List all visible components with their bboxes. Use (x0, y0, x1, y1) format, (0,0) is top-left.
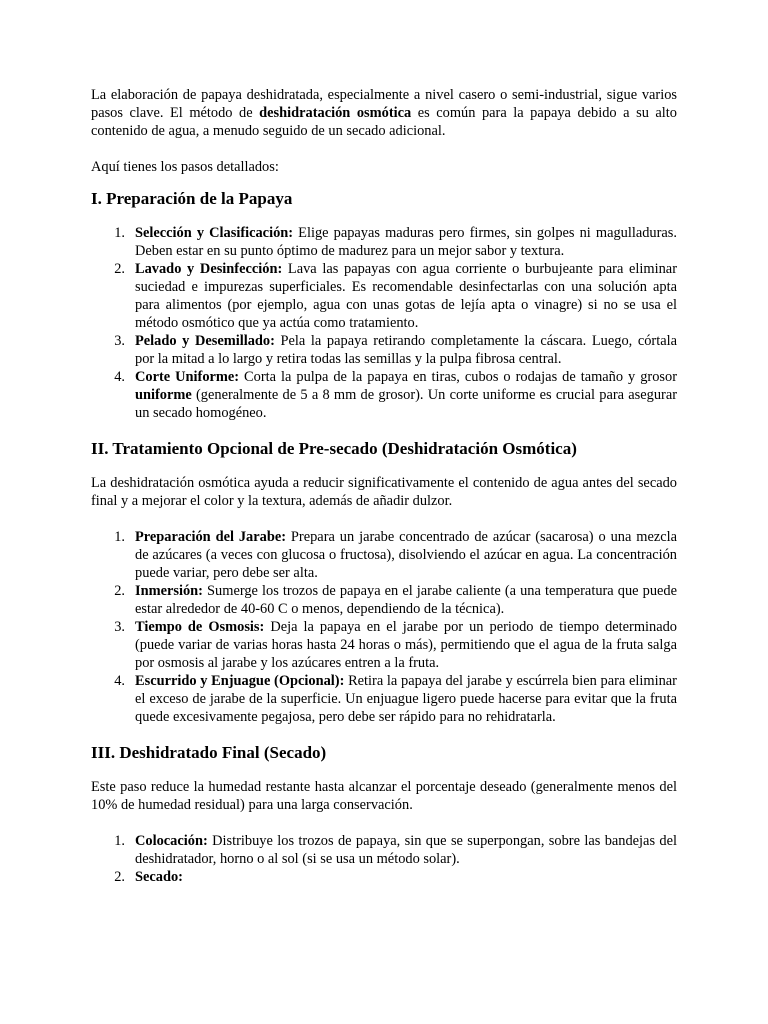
item-term: Selección y Clasificación: (135, 225, 294, 241)
item-term: Lavado y Desinfección: (135, 261, 283, 277)
item-term: Secado: (135, 869, 183, 885)
section-2-intro: La deshidratación osmótica ayuda a reducir significativamente el contenido de agua antes del secado final y a mejorar el color y la textura, además de añadir dulzor. (91, 475, 677, 509)
item-text: Pela la papaya retirando completamente la cáscara. Luego, córtala por la mitad a lo largo y retira todas las semillas y la pulpa fibrosa central. (135, 333, 677, 367)
item-text: Elige papayas maduras pero firmes, sin golpes ni magulladuras. Deben estar en su punto óptimo de madurez para un mejor sabor y textura. (135, 225, 678, 259)
item-term: Escurrido y Enjuague (Opcional): (135, 673, 345, 689)
item-number: 4. (114, 673, 125, 689)
item-number: 2. (114, 583, 125, 599)
item-text: Sumerge los trozos de papaya en el jarabe caliente (a una temperatura que puede estar alrededor de 40-60 C o menos, dependiendo de la técnica). (135, 583, 677, 617)
item-number: 3. (114, 619, 125, 635)
list-item (91, 672, 677, 726)
item-text: (generalmente de 5 a 8 mm de grosor). Un corte uniforme es crucial para asegurar un secado homogéneo. (135, 387, 677, 421)
item-text: Retira la papaya del jarabe y escúrrela bien para eliminar el exceso de jarabe de la superficie. Un enjuague ligero puede hacerse para evitar que la fruta quede excesivamente pegajosa, pero debe ser rápido para no rehidratarla. (135, 673, 677, 725)
item-number: 1. (114, 225, 125, 241)
item-number: 1. (114, 529, 125, 545)
section-2-heading: II. Tratamiento Opcional de Pre-secado (Deshidratación Osmótica) (91, 439, 577, 458)
section-3-list (91, 832, 677, 886)
intro-text-b: es común para la papaya debido a su alto contenido de agua, a menudo seguido de un secado adicional. (91, 105, 677, 139)
list-item (91, 528, 677, 582)
section-3-heading: III. Deshidratado Final (Secado) (91, 743, 327, 762)
list-item (91, 582, 677, 618)
intro-paragraph (91, 86, 677, 140)
item-text: Prepara un jarabe concentrado de azúcar (sacarosa) o una mezcla de azúcares (a veces con glucosa o fructosa), disolviendo el azúcar en agua. La concentración puede variar, pero debe ser alta. (135, 529, 677, 581)
list-item (91, 368, 677, 422)
section-2-list (91, 528, 677, 726)
section-1-list (91, 224, 677, 422)
item-text: Distribuye los trozos de papaya, sin que se superpongan, sobre las bandejas del deshidratador, horno o al sol (si se usa un método solar). (135, 833, 677, 867)
list-item (91, 332, 677, 368)
item-term: Colocación: (135, 833, 208, 849)
list-item (91, 832, 677, 868)
item-text: Lava las papayas con agua corriente o burbujeante para eliminar suciedad e impurezas superficiales. Es recomendable desinfectarlas con una solución apta para alimentos (por ejemplo, agua con unas gotas de lejía apta o vinagre) si no se usa el método osmótico que ya actúa como tratamiento. (135, 261, 677, 331)
item-text: Corta la pulpa de la papaya en tiras, cubos o rodajas de tamaño y grosor (239, 369, 677, 385)
item-term: Preparación del Jarabe: (135, 529, 287, 545)
item-text: Deja la papaya en el jarabe por un periodo de tiempo determinado (puede variar de varias horas hasta 24 horas o más), permitiendo que el agua de la fruta salga por osmosis al jarabe y los azúcares entren a la fruta. (135, 619, 677, 671)
intro-bold-term: deshidratación osmótica (259, 105, 412, 121)
list-item (91, 260, 677, 332)
item-number: 3. (114, 333, 125, 349)
item-term: Corte Uniforme: (135, 369, 240, 385)
item-number: 1. (114, 833, 125, 849)
item-number: 2. (114, 869, 125, 885)
item-term: Inmersión: (135, 583, 203, 599)
item-term: Pelado y Desemillado: (135, 333, 275, 349)
section-1-heading: I. Preparación de la Papaya (91, 189, 293, 208)
document-body (91, 86, 677, 886)
list-item (91, 868, 677, 886)
intro-lead-paragraph: Aquí tienes los pasos detallados: (91, 159, 279, 175)
intro-text-a: La elaboración de papaya deshidratada, especialmente a nivel casero o semi-industrial, sigue varios pasos clave. El método de (91, 87, 677, 121)
section-3-intro: Este paso reduce la humedad restante hasta alcanzar el porcentaje deseado (generalmente menos del 10% de humedad residual) para una larga conservación. (91, 779, 677, 813)
list-item (91, 224, 677, 260)
item-number: 4. (114, 369, 125, 385)
item-term: Tiempo de Osmosis: (135, 619, 265, 635)
item-emphasis: uniforme (135, 387, 192, 403)
item-number: 2. (114, 261, 125, 277)
list-item (91, 618, 677, 672)
